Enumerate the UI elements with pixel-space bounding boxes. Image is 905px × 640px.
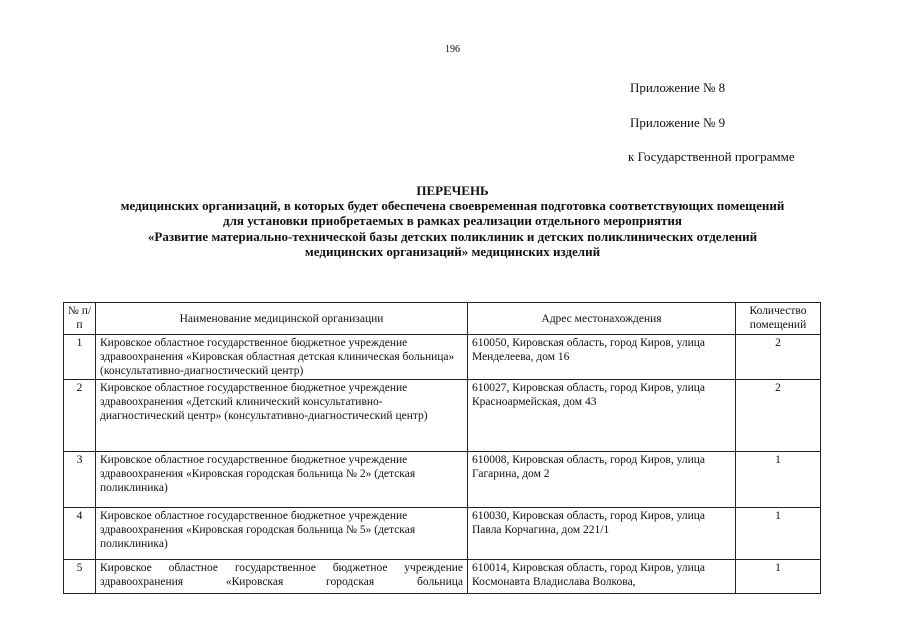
rooms-count: 2 (736, 380, 821, 452)
heading-line: медицинских организаций, в которых будет обеспечена своевременная подготовка соответствующих помещений (120, 198, 785, 214)
heading-title: ПЕРЕЧЕНЬ (416, 183, 489, 198)
page-number: 196 (445, 44, 460, 55)
column-header-quantity: Количество помещений (736, 303, 821, 335)
row-number: 5 (64, 560, 96, 594)
document-heading (0, 183, 905, 259)
table-row (64, 380, 821, 452)
organization-name: Кировское областное государственное бюджетное учреждение здравоохранения «Кировская городская больница (96, 560, 468, 594)
row-number: 3 (64, 452, 96, 508)
organization-name: Кировское областное государственное бюджетное учреждение здравоохранения «Кировская городская больница № 2» (детская поликлиника) (96, 452, 468, 508)
row-number: 2 (64, 380, 96, 452)
heading-line: медицинских организаций» медицинских изделий (304, 243, 601, 259)
organization-name: Кировское областное государственное бюджетное учреждение здравоохранения «Кировская областная детская клиническая больница» (консультативно-диагностический центр) (96, 335, 468, 380)
column-header-address: Адрес местонахождения (468, 303, 736, 335)
rooms-count: 2 (736, 335, 821, 380)
organizations-table (63, 302, 821, 594)
row-number: 4 (64, 508, 96, 560)
annex-program-label: к Государственной программе (628, 149, 795, 164)
organization-address: 610030, Кировская область, город Киров, улица Павла Корчагина, дом 221/1 (468, 508, 736, 560)
table-row (64, 508, 821, 560)
rooms-count: 1 (736, 560, 821, 594)
column-header-organization: Наименование медицинской организации (96, 303, 468, 335)
annex-8-label: Приложение № 8 (630, 80, 726, 95)
organization-name: Кировское областное государственное бюджетное учреждение здравоохранения «Детский клинический консультативно-диагностический центр» (консультативно-диагностический центр) (96, 380, 468, 452)
column-header-number: № п/п (64, 303, 96, 335)
rooms-count: 1 (736, 508, 821, 560)
organization-name: Кировское областное государственное бюджетное учреждение здравоохранения «Кировская городская больница № 5» (детская поликлиника) (96, 508, 468, 560)
rooms-count: 1 (736, 452, 821, 508)
table-row (64, 452, 821, 508)
row-number: 1 (64, 335, 96, 380)
organization-address: 610014, Кировская область, город Киров, улица Космонавта Владислава Волкова, (468, 560, 736, 594)
table-row (64, 560, 821, 594)
heading-line: для установки приобретаемых в рамках реализации отдельного мероприятия (223, 213, 682, 229)
table-header-row (64, 303, 821, 335)
organization-address: 610027, Кировская область, город Киров, улица Красноармейская, дом 43 (468, 380, 736, 452)
organization-address: 610050, Кировская область, город Киров, улица Менделеева, дом 16 (468, 335, 736, 380)
heading-line: «Развитие материально-технической базы детских поликлиник и детских поликлинических отделений (147, 228, 758, 244)
table-row (64, 335, 821, 380)
organization-address: 610008, Кировская область, город Киров, улица Гагарина, дом 2 (468, 452, 736, 508)
annex-9-label: Приложение № 9 (630, 115, 726, 130)
